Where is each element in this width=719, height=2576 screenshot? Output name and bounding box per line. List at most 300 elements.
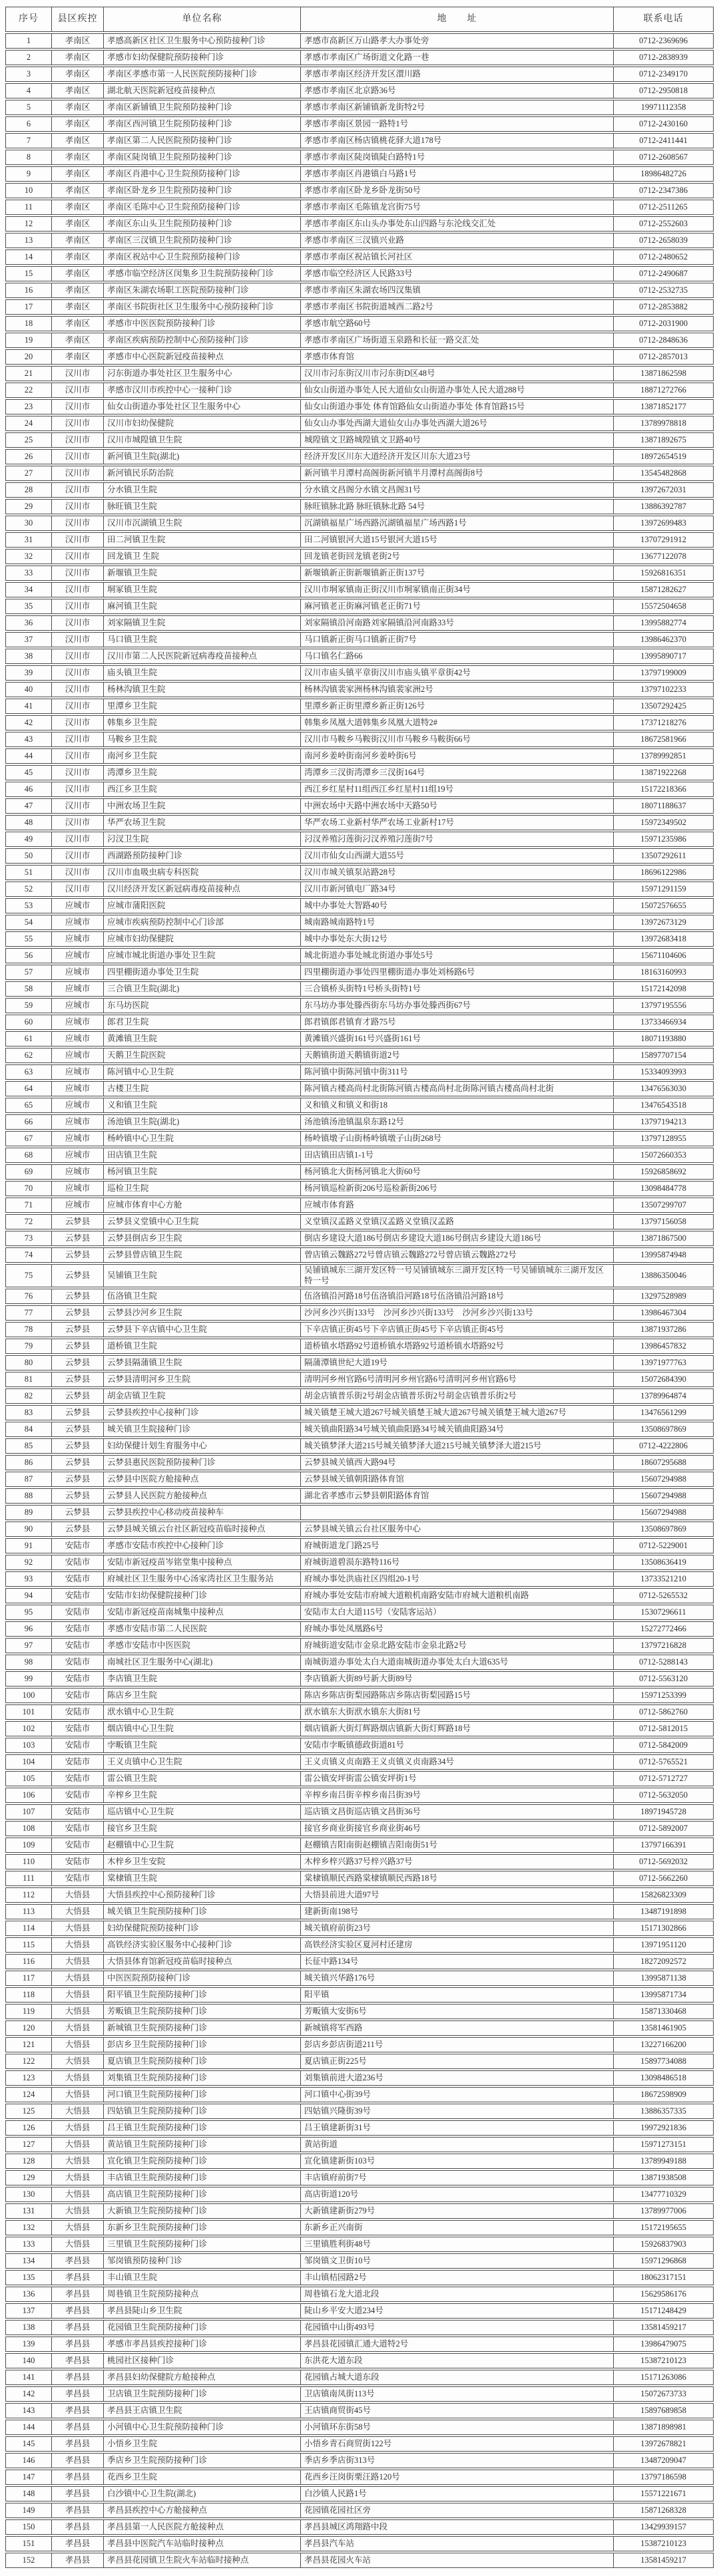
table-row [5,1671,714,1687]
cell-district: 云梦县 [52,1422,104,1437]
cell-district: 大悟县 [52,2203,104,2219]
cell-unit-name: 夏店镇卫生院预防接种门诊 [104,2054,301,2069]
cell-district: 安陆市 [52,1571,104,1587]
cell-unit-name: 黄站镇卫生院预防接种门诊 [104,2137,301,2152]
cell-unit-name: 新河镇卫生院(湖北) [104,449,301,464]
cell-unit-name: 大悟县体育馆新冠疫苗临时接种点 [104,1954,301,1969]
cell-phone: 13972672031 [614,482,714,498]
cell-phone: 18672598909 [614,2087,714,2102]
cell-seq: 51 [5,865,52,880]
table-row [5,1081,714,1096]
cell-address: 四姑镇兴隆街39号 [301,2104,614,2119]
cell-address: 花园镇占城大道东段 [301,2370,614,2385]
cell-district: 大悟县 [52,2104,104,2119]
cell-seq: 12 [5,216,52,232]
cell-district: 孝昌县 [52,2553,104,2568]
cell-phone: 13871938508 [614,2170,714,2185]
cell-seq: 4 [5,83,52,98]
cell-seq: 114 [5,1921,52,1936]
cell-address: 孝感市孝南区广场街道玉泉路和长征一路交汇处 [301,333,614,348]
cell-unit-name: 应城市城北街道办事处卫生院 [104,948,301,963]
table-row [5,2519,714,2535]
cell-district: 汉川市 [52,565,104,581]
cell-unit-name: 孝感市汉川市疾控中心一接种门诊 [104,383,301,398]
cell-seq: 68 [5,1148,52,1163]
table-row [5,383,714,398]
cell-address: 孝感市孝南区新铺镇新龙街特2号 [301,100,614,115]
cell-phone: 18971945728 [614,1804,714,1820]
cell-unit-name: 仙女山街道办事处社区卫生服务中心 [104,399,301,414]
cell-unit-name: 吕王镇卫生院预防接种门诊 [104,2120,301,2136]
cell-unit-name: 丰山镇卫生院 [104,2270,301,2285]
cell-unit-name: 三里镇卫生院预防接种门诊 [104,2237,301,2252]
cell-district: 应城市 [52,1064,104,1080]
cell-address: 孝感市体育馆 [301,349,614,365]
cell-seq: 149 [5,2503,52,2518]
cell-seq: 75 [5,1264,52,1287]
table-row [5,582,714,597]
cell-seq: 17 [5,299,52,315]
cell-phone: 13487191898 [614,1904,714,1919]
cell-unit-name: 孝南区新铺镇卫生院预防接种门诊 [104,100,301,115]
cell-district: 安陆市 [52,1671,104,1687]
cell-district: 汉川市 [52,882,104,897]
cell-address: 府城街道龙门路25号 [301,1538,614,1553]
cell-seq: 14 [5,249,52,265]
table-row [5,599,714,614]
table-row [5,782,714,797]
cell-address: 孝昌县城区鸿翔路中段 [301,2519,614,2535]
cell-district: 汉川市 [52,632,104,647]
cell-phone: 0712-2608567 [614,150,714,165]
cell-phone: 13871937286 [614,1322,714,1337]
table-row [5,765,714,780]
cell-unit-name: 吴铺镇卫生院 [104,1264,301,1287]
cell-district: 孝昌县 [52,2353,104,2368]
table-row [5,2303,714,2319]
cell-seq: 84 [5,1422,52,1437]
cell-phone: 15572504658 [614,599,714,614]
cell-phone: 13871922268 [614,765,714,780]
cell-seq: 60 [5,1015,52,1030]
cell-address: 南城街道办事处太白大道南城街道办事处太白大道635号 [301,1655,614,1670]
cell-address: 应城市体育路 [301,1198,614,1213]
cell-seq: 81 [5,1372,52,1387]
table-row [5,1031,714,1046]
cell-district: 应城市 [52,1081,104,1096]
table-row [5,715,714,730]
cell-phone: 13476543518 [614,1098,714,1113]
cell-seq: 7 [5,133,52,148]
cell-address: 王店镇商贸街45号 [301,2403,614,2418]
cell-address: 周巷镇石龙大道北段 [301,2287,614,2302]
cell-district: 汉川市 [52,765,104,780]
cell-district: 大悟县 [52,2237,104,2252]
cell-unit-name: 天鹅卫生院医院 [104,1048,301,1063]
cell-seq: 116 [5,1954,52,1969]
cell-address: 陈河镇古楼高尚村北街陈河镇古楼高尚村北街陈河镇古楼高尚村北街 [301,1081,614,1096]
table-row [5,1289,714,1304]
table-row [5,1854,714,1869]
cell-phone: 18062317151 [614,2270,714,2285]
cell-phone: 13789978818 [614,416,714,431]
cell-seq: 135 [5,2270,52,2285]
cell-seq: 29 [5,499,52,514]
cell-district: 应城市 [52,1181,104,1196]
table-row [5,1688,714,1703]
cell-address: 仙女山办事处西湖大道仙女山办事处西湖大道26号 [301,416,614,431]
cell-phone: 15871282627 [614,582,714,597]
table-row [5,1754,714,1770]
cell-address: 东洪花大道东段 [301,2353,614,2368]
cell-phone: 13797199009 [614,665,714,681]
cell-unit-name: 棠棣镇卫生院 [104,1871,301,1886]
cell-district: 孝昌县 [52,2470,104,2485]
cell-seq: 32 [5,549,52,564]
cell-unit-name: 应城市疾病预防控制中心门诊部 [104,915,301,930]
cell-unit-name: 烟店镇中心卫生院 [104,1721,301,1736]
cell-unit-name: 孝感市临空经济区闵集乡卫生院预防接种门诊 [104,266,301,281]
cell-unit-name: 应城市蒲阳医院 [104,898,301,913]
cell-unit-name: 汉川市血吸虫病专科医院 [104,865,301,880]
cell-phone: 13797194213 [614,1114,714,1130]
table-row [5,1522,714,1537]
cell-unit-name: 西湖路预防接种门诊 [104,848,301,864]
cell-unit-name: 云梦县人民医院方舱接种点 [104,1488,301,1504]
cell-seq: 33 [5,565,52,581]
cell-phone: 15172142098 [614,981,714,997]
cell-address: 湾潭乡三汊街湾潭乡三汊街164号 [301,765,614,780]
cell-unit-name: 小河镇中心卫生院预防接种门诊 [104,2420,301,2435]
cell-phone: 0712-5632050 [614,1788,714,1803]
table-header [5,7,714,32]
cell-unit-name: 孝感市中医医院预防接种门诊 [104,316,301,331]
cell-seq: 3 [5,67,52,82]
cell-district: 大悟县 [52,2187,104,2202]
cell-phone: 13545482868 [614,466,714,481]
cell-address: 木梓乡梓兴路37号梓兴路37号 [301,1854,614,1869]
table-row [5,133,714,148]
table-row [5,1438,714,1454]
cell-unit-name: 接官乡卫生院 [104,1821,301,1836]
cell-seq: 129 [5,2170,52,2185]
cell-phone: 0712-5229001 [614,1538,714,1553]
cell-unit-name: 汈东街道办事处社区卫生服务中心 [104,366,301,381]
cell-unit-name: 周巷镇卫生院预防接种点 [104,2287,301,2302]
cell-seq: 95 [5,1605,52,1620]
cell-unit-name: 刘集镇卫生院预防接种门诊 [104,2070,301,2086]
cell-district: 孝昌县 [52,2386,104,2402]
cell-seq: 146 [5,2453,52,2468]
cell-phone: 15172218366 [614,782,714,797]
cell-phone: 15971235986 [614,832,714,847]
cell-district: 汉川市 [52,549,104,564]
cell-phone: 13789964874 [614,1388,714,1404]
cell-district: 汉川市 [52,848,104,864]
table-row [5,1181,714,1196]
cell-seq: 31 [5,532,52,548]
table-row [5,283,714,298]
cell-unit-name: 巡检卫生院 [104,1181,301,1196]
cell-phone: 13797166391 [614,1838,714,1853]
table-row [5,815,714,830]
table-row [5,1571,714,1587]
table-row [5,1921,714,1936]
cell-address: 湖北省孝感市云梦县朝阳路体育馆 [301,1488,614,1504]
cell-seq: 109 [5,1838,52,1853]
table-row [5,2203,714,2219]
col-header-unit-name: 单位名称 [104,7,301,32]
cell-address: 下辛店镇正街45号下辛店镇正街45号下辛店镇正街45号 [301,1322,614,1337]
cell-unit-name: 安陆市新冠疫苗南城集中接种点 [104,1605,301,1620]
table-row [5,1264,714,1287]
cell-phone: 0712-5288143 [614,1655,714,1670]
cell-unit-name: 木梓乡卫生安院 [104,1854,301,1869]
cell-seq: 144 [5,2420,52,2435]
table-row [5,2253,714,2269]
cell-phone: 15629586176 [614,2287,714,2302]
cell-address: 新河镇半月潭村高阁街新河镇半月潭村高阁街8号 [301,466,614,481]
cell-unit-name: 丰店镇卫生院预防接种门诊 [104,2170,301,2185]
table-row [5,67,714,82]
cell-seq: 152 [5,2553,52,2568]
cell-district: 汉川市 [52,815,104,830]
cell-phone: 13789949188 [614,2154,714,2169]
cell-unit-name: 城关镇卫生院接种门诊 [104,1422,301,1437]
cell-phone: 0712-2853882 [614,299,714,315]
table-row [5,2020,714,2036]
cell-district: 孝南区 [52,283,104,298]
cell-address: 吕王镇建新街31号 [301,2120,614,2136]
cell-address: 城隍镇文卫路城隍镇文卫路40号 [301,432,614,448]
cell-address: 孝感市孝南区卧龙乡卧龙街50号 [301,183,614,198]
cell-phone: 13508697869 [614,1422,714,1437]
cell-seq: 23 [5,399,52,414]
col-header-district-cdc: 县区疾控 [52,7,104,32]
cell-address: 邹岗镇文卫街10号 [301,2253,614,2269]
clinics-table-body [5,33,714,2568]
cell-phone: 13297528989 [614,1289,714,1304]
cell-phone: 0712-2349170 [614,67,714,82]
cell-district: 应城市 [52,1031,104,1046]
cell-seq: 66 [5,1114,52,1130]
table-row [5,516,714,531]
cell-address: 雷公镇安坪街雷公镇安坪街1号 [301,1771,614,1786]
cell-phone: 15387210123 [614,2536,714,2551]
cell-district: 孝南区 [52,333,104,348]
cell-phone: 13886357335 [614,2104,714,2119]
table-row [5,1098,714,1113]
cell-district: 安陆市 [52,1621,104,1637]
cell-district: 大悟县 [52,2137,104,2152]
cell-unit-name: 云梦县隔蒲镇卫生院 [104,1355,301,1370]
cell-district: 安陆市 [52,1704,104,1720]
cell-district: 大悟县 [52,2037,104,2052]
cell-seq: 73 [5,1231,52,1246]
table-row [5,1322,714,1337]
cell-phone: 13995882774 [614,615,714,631]
table-row [5,2120,714,2136]
cell-seq: 72 [5,1214,52,1229]
cell-seq: 74 [5,1247,52,1263]
cell-unit-name: 安陆市妇幼保健院接种门诊 [104,1588,301,1603]
table-row [5,183,714,198]
cell-phone: 13098484778 [614,1181,714,1196]
cell-district: 应城市 [52,948,104,963]
table-row [5,316,714,331]
cell-phone: 0712-2430160 [614,116,714,132]
cell-seq: 115 [5,1937,52,1953]
cell-unit-name: 三合镇卫生院(湖北) [104,981,301,997]
cell-address: 城中办事处大智路40号 [301,898,614,913]
cell-seq: 91 [5,1538,52,1553]
cell-seq: 118 [5,1987,52,2003]
cell-seq: 140 [5,2353,52,2368]
cell-unit-name: 邹岗镇预防接种门诊 [104,2253,301,2269]
cell-unit-name: 义和镇卫生院 [104,1098,301,1113]
cell-district: 汉川市 [52,865,104,880]
cell-seq: 16 [5,283,52,298]
table-row [5,482,714,498]
cell-district: 汉川市 [52,582,104,597]
table-row [5,1655,714,1670]
cell-address: 马口镇名仁路66 [301,649,614,664]
table-row [5,1954,714,1969]
cell-phone: 13871867500 [614,1231,714,1246]
cell-district: 汉川市 [52,798,104,814]
cell-unit-name: 孝昌县疾控中心方舱接种点 [104,2503,301,2518]
cell-address: 小河镇环东街58号 [301,2420,614,2435]
cell-seq: 13 [5,233,52,248]
table-row [5,632,714,647]
table-row [5,1355,714,1370]
cell-phone: 0712-5842009 [614,1738,714,1753]
table-row [5,2436,714,2452]
cell-district: 云梦县 [52,1372,104,1387]
cell-address: 长征中路134号 [301,1954,614,1969]
cell-seq: 8 [5,150,52,165]
cell-seq: 88 [5,1488,52,1504]
table-row [5,1305,714,1321]
cell-seq: 90 [5,1522,52,1537]
cell-phone: 13476563030 [614,1081,714,1096]
table-row [5,665,714,681]
cell-phone: 13487209047 [614,2453,714,2468]
cell-seq: 21 [5,366,52,381]
cell-unit-name: 应城市体育中心方舱 [104,1198,301,1213]
cell-district: 汉川市 [52,665,104,681]
table-row [5,2353,714,2368]
cell-unit-name: 孝南区东山头卫生院预防接种门诊 [104,216,301,232]
table-row [5,2320,714,2335]
cell-unit-name: 华严农场卫生院 [104,815,301,830]
cell-district: 孝昌县 [52,2503,104,2518]
cell-unit-name: 孝昌县中医院汽车站临时接种点 [104,2536,301,2551]
table-row [5,1198,714,1213]
cell-seq: 104 [5,1754,52,1770]
cell-seq: 39 [5,665,52,681]
cell-address: 孝感市孝南区朱湖农场四汊集镇 [301,283,614,298]
cell-unit-name: 刘家隔镇卫生院 [104,615,301,631]
cell-address: 汉川市新河镇电厂路34号 [301,882,614,897]
cell-seq: 80 [5,1355,52,1370]
cell-district: 大悟县 [52,1954,104,1969]
cell-unit-name: 杨林沟镇卫生院 [104,682,301,697]
table-row [5,2386,714,2402]
cell-seq: 30 [5,516,52,531]
cell-address: 彭店乡彭店街道211号 [301,2037,614,2052]
cell-seq: 92 [5,1555,52,1570]
cell-phone: 0712-5265532 [614,1588,714,1603]
cell-phone: 15826823309 [614,1887,714,1903]
cell-unit-name: 孝南区书院街社区卫生服务中心预防接种门诊 [104,299,301,315]
table-row [5,882,714,897]
cell-address: 孝感市孝南区肖港镇白马路1号 [301,166,614,182]
cell-unit-name: 四里棚街道办事处卫生院 [104,965,301,980]
cell-unit-name: 孝感市安陆市疾控中心接种门诊 [104,1538,301,1553]
cell-seq: 98 [5,1655,52,1670]
cell-unit-name: 孛畈镇卫生院 [104,1738,301,1753]
cell-phone: 13971951120 [614,1937,714,1953]
cell-address: 大悟县前进大道97号 [301,1887,614,1903]
cell-seq: 83 [5,1405,52,1420]
cell-phone: 13871892675 [614,432,714,448]
table-row [5,1538,714,1553]
cell-phone: 13995871734 [614,1987,714,2003]
cell-district: 应城市 [52,1164,104,1180]
cell-phone: 15387210123 [614,2353,714,2368]
cell-district: 孝南区 [52,150,104,165]
cell-unit-name: 中医医院预防接种门诊 [104,1971,301,1986]
cell-phone: 13733521210 [614,1571,714,1587]
table-row [5,2070,714,2086]
table-row [5,499,714,514]
table-row [5,1821,714,1836]
cell-phone: 15671104606 [614,948,714,963]
cell-address: 分水镇文昌阁分水镇文昌阁31号 [301,482,614,498]
cell-phone: 13995871138 [614,1971,714,1986]
cell-district: 汉川市 [52,532,104,548]
cell-address: 孝感市孝南区经济开发区澴川路 [301,67,614,82]
table-row [5,1148,714,1163]
table-row [5,2054,714,2069]
cell-seq: 54 [5,915,52,930]
cell-unit-name: 西江乡卫生院 [104,782,301,797]
table-row [5,1804,714,1820]
cell-district: 汉川市 [52,782,104,797]
table-row [5,2370,714,2385]
cell-seq: 134 [5,2253,52,2269]
cell-seq: 47 [5,798,52,814]
cell-address: 建新街南198号 [301,1904,614,1919]
cell-phone: 15871268328 [614,2503,714,2518]
cell-address: 陈店乡陈店街梨园路陈店乡陈店街梨园路15号 [301,1688,614,1703]
table-row [5,532,714,548]
cell-phone: 18986482726 [614,166,714,182]
cell-seq: 11 [5,200,52,215]
cell-seq: 24 [5,416,52,431]
cell-address: 孝感市孝南区东山头办事处东山四路与东沦线交汇处 [301,216,614,232]
cell-seq: 19 [5,333,52,348]
cell-seq: 10 [5,183,52,198]
cell-address: 府城办事处凤凰路6号 [301,1621,614,1637]
cell-phone: 13995890717 [614,649,714,664]
cell-unit-name: 南河乡卫生院 [104,748,301,764]
cell-unit-name: 马鞍乡卫生院 [104,732,301,747]
cell-district: 大悟县 [52,2004,104,2019]
cell-address: 巡店镇文昌街巡店镇文昌街36号 [301,1804,614,1820]
cell-seq: 65 [5,1098,52,1113]
